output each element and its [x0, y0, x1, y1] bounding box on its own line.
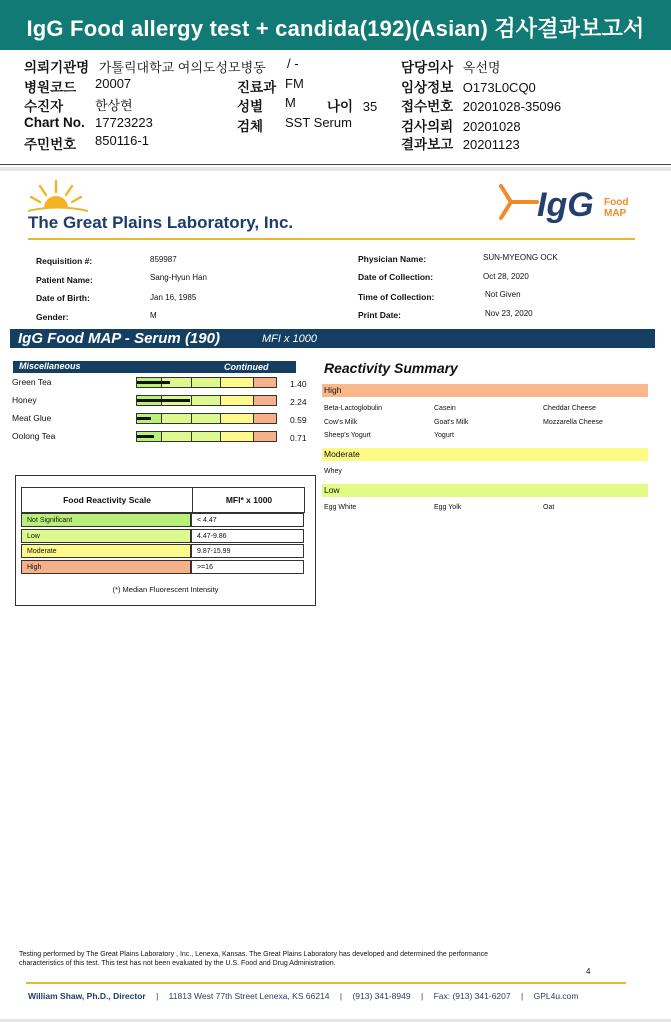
footer-note [19, 950, 579, 968]
section-title: IgG Food MAP - Serum (190) [18, 330, 220, 347]
footer-web[interactable]: GPL4u.com [533, 991, 579, 1001]
food-value: 0.71 [290, 433, 307, 443]
misc-continued: Continued [224, 362, 269, 372]
physician-value: SUN-MYEONG OCK [483, 253, 558, 262]
header-row-1 [24, 56, 266, 76]
footer-line: William Shaw, Ph.D., Director | 11813 West 77th Street Lenexa, KS 66214 | (913) 341-8949 | Fax: (913) 341-6207 | GPL4u.com [28, 991, 579, 1001]
page-number: 4 [586, 967, 591, 976]
specimen-label: 검체 [237, 119, 264, 134]
summary-item: Sheep's Yogurt [324, 432, 371, 439]
scale-range: 9.87-15.99 [191, 544, 304, 558]
summary-item: Egg White [324, 504, 357, 511]
scale-note: (*) Median Fluorescent Intensity [112, 585, 219, 594]
specimen-value: SST Serum [285, 115, 352, 130]
inst-dash: / - [287, 56, 299, 71]
footer-director: William Shaw, Ph.D., Director [28, 991, 146, 1001]
summary-item: Casein [434, 405, 456, 412]
section-unit: MFI x 1000 [262, 333, 318, 345]
scale-col2: MFI* x 1000 [225, 495, 273, 505]
requisition-value: 859987 [150, 255, 177, 264]
patient-value: 한상현 [95, 98, 133, 113]
gender-label: Gender: [36, 312, 69, 322]
scale-range: 4.47-9.86 [191, 529, 304, 543]
sex-value: M [285, 95, 296, 110]
food-label: Oolong Tea [12, 431, 56, 441]
summary-item: Cow's Milk [324, 418, 358, 426]
igg-logo-text: IgG [537, 186, 594, 224]
id-value: 850116-1 [95, 133, 149, 148]
sun-logo-icon [28, 178, 88, 216]
req-date-value: 20201028 [462, 119, 521, 134]
scale-header [21, 487, 305, 513]
gender-value: M [150, 311, 157, 320]
food-label: Honey [12, 395, 37, 405]
food-level-indicator [137, 399, 190, 402]
doctor-row [401, 56, 500, 76]
collection-label: Date of Collection: [358, 272, 434, 282]
misc-header [13, 361, 296, 373]
hcode-label: 병원코드 [24, 80, 77, 95]
doctor-value: 옥선명 [462, 60, 501, 75]
low-label: Low [324, 485, 340, 495]
footer-note-line1: Testing performed by The Great Plains Laboratory , Inc., Lenexa, Kansas. The Great Plains Laboratory has developed and determined the performance [19, 951, 489, 958]
food-label: Green Tea [12, 377, 52, 387]
chart-value: 17723223 [95, 115, 153, 130]
scale-level: High [21, 560, 191, 574]
scale-level: Not Significant [21, 513, 191, 527]
logo-rule [28, 238, 635, 240]
antibody-icon [497, 180, 541, 224]
scale-level: Low [21, 529, 191, 543]
chart-label: Chart No. [24, 115, 85, 130]
physician-label: Physician Name: [358, 254, 427, 264]
dob-value: Jan 16, 1985 [150, 293, 197, 302]
high-label: High [324, 385, 342, 395]
section-bar [10, 329, 655, 348]
logo-map: MAP [604, 208, 627, 219]
name-value: Sang-Hyun Han [150, 273, 207, 282]
summary-item: Goat's Milk [434, 418, 469, 426]
name-label: Patient Name: [36, 275, 93, 285]
summary-title: Reactivity Summary [324, 360, 458, 376]
header-divider [0, 164, 671, 165]
moderate-band [322, 448, 648, 461]
report-title: IgG Food allergy test + candida(192)(Asian) 검사결과보고서 [0, 0, 671, 50]
inst-label: 의뢰기관명 [24, 60, 90, 75]
clinical-value: O173L0CQ0 [462, 80, 536, 95]
time-value: Not Given [485, 290, 521, 299]
report-label: 결과보고 [401, 137, 454, 152]
high-band [322, 384, 648, 397]
summary-item: Whey [324, 468, 342, 475]
scale-col1: Food Reactivity Scale [63, 495, 151, 505]
logo-food: Food [604, 197, 629, 208]
footer-phone: (913) 341-8949 [352, 991, 411, 1001]
receipt-value: 20201028-35096 [462, 99, 562, 114]
dept-label: 진료과 [237, 80, 277, 95]
req-date-label: 검사의뢰 [401, 119, 454, 134]
scale-range: >=16 [191, 560, 304, 574]
footer-address: 11813 West 77th Street Lenexa, KS 66214 [168, 991, 330, 1001]
print-label: Print Date: [358, 310, 401, 320]
receipt-label: 접수번호 [401, 99, 454, 114]
report-value: 20201123 [462, 137, 520, 152]
sex-label: 성별 [237, 99, 264, 114]
age-value: 35 [362, 99, 378, 114]
inst-value: 가톨릭대학교 여의도성모병동 [98, 60, 266, 75]
clinical-label: 임상정보 [401, 80, 454, 95]
summary-item: Cheddar Cheese [543, 405, 596, 412]
patient-label: 수진자 [24, 99, 64, 114]
summary-item: Oat [543, 504, 555, 511]
print-value: Nov 23, 2020 [485, 309, 533, 318]
food-value: 1.40 [290, 379, 307, 389]
food-level-indicator [137, 435, 154, 438]
summary-item: Yogurt [434, 432, 454, 439]
moderate-label: Moderate [324, 449, 360, 459]
summary-item: Egg Yolk [434, 504, 462, 511]
food-value: 2.24 [290, 397, 307, 407]
footer-fax: Fax: (913) 341-6207 [433, 991, 511, 1001]
reactivity-scale [15, 475, 316, 606]
scale-range: < 4.47 [191, 513, 304, 527]
low-band [322, 484, 648, 497]
time-label: Time of Collection: [358, 292, 435, 302]
footer-rule [26, 982, 626, 984]
food-bar [136, 431, 277, 442]
footer-note-line2: characteristics of this test. This test has not been evaluated by the U.S. Food and Drug Administration. [19, 960, 336, 967]
requisition-label: Requisition #: [36, 256, 93, 266]
scale-level: Moderate [21, 544, 191, 558]
page-gap [0, 167, 671, 171]
collection-value: Oct 28, 2020 [483, 272, 529, 281]
food-level-indicator [137, 417, 151, 420]
dept-value: FM [285, 76, 304, 91]
doctor-label: 담당의사 [401, 60, 454, 75]
food-value: 0.59 [290, 415, 307, 425]
food-level-indicator [137, 381, 170, 384]
age-label: 나이 [327, 99, 354, 114]
summary-item: Mozzarella Cheese [543, 418, 603, 426]
food-label: Meat Glue [12, 413, 52, 423]
misc-label: Miscellaneous [19, 361, 81, 371]
summary-item: Beta-Lactoglobulin [324, 405, 382, 412]
lab-name: The Great Plains Laboratory, Inc. [28, 213, 294, 232]
id-label: 주민번호 [24, 137, 77, 152]
hcode-value: 20007 [95, 76, 132, 91]
food-bar [136, 413, 277, 424]
dob-label: Date of Birth: [36, 293, 90, 303]
